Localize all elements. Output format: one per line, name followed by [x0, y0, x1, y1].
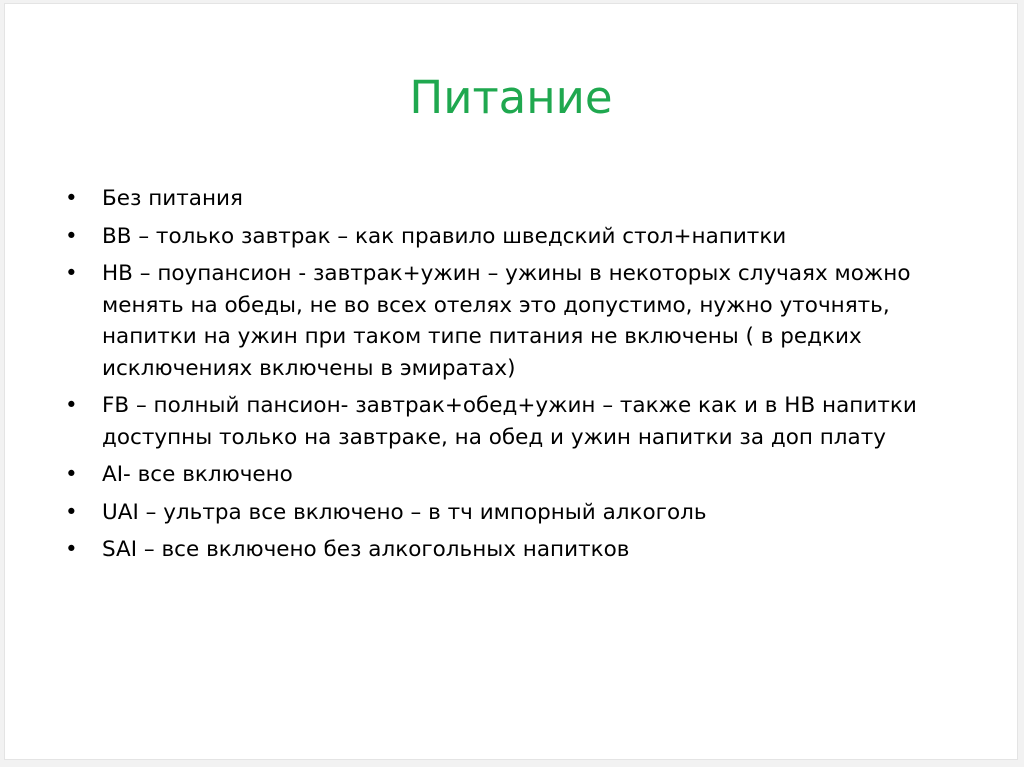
list-item — [65, 390, 965, 453]
list-item — [65, 221, 965, 253]
list-item-text: BB – только завтрак – как правило шведский стол+напитки — [102, 223, 787, 249]
bullet-icon: • — [65, 393, 78, 418]
bullet-icon: • — [65, 537, 78, 562]
bullet-icon: • — [65, 462, 78, 487]
bullet-icon: • — [65, 499, 78, 525]
list-item — [65, 459, 965, 491]
list-item — [65, 534, 965, 566]
list-item-text: SAI – все включено без алкогольных напитков — [102, 537, 630, 562]
list-item — [65, 497, 965, 529]
bullet-list — [65, 183, 965, 572]
list-item-text: UAI – ультра все включено – в тч импорный алкоголь — [102, 499, 707, 525]
list-item-text: FB – полный пансион- завтрак+обед+ужин – также как и в HB напитки доступны только на завтраке, на обед и ужин напитки за доп плату — [102, 393, 917, 450]
slide-title: Питание — [409, 71, 613, 124]
slide — [4, 3, 1018, 760]
list-item — [65, 183, 965, 215]
list-item-text: HB – поупансион - завтрак+ужин – ужины в некоторых случаях можно менять на обеды, не во всех отелях это допустимо, нужно уточнять, напитки на ужин при таком типе питания не включены ( в редких исключениях включены в эмиратах) — [102, 261, 911, 381]
bullet-icon: • — [65, 223, 78, 249]
bullet-icon: • — [65, 261, 78, 286]
list-item-text: Без питания — [102, 186, 243, 211]
bullet-icon: • — [65, 186, 78, 211]
list-item — [65, 258, 965, 384]
list-item-text: AI- все включено — [102, 462, 293, 487]
